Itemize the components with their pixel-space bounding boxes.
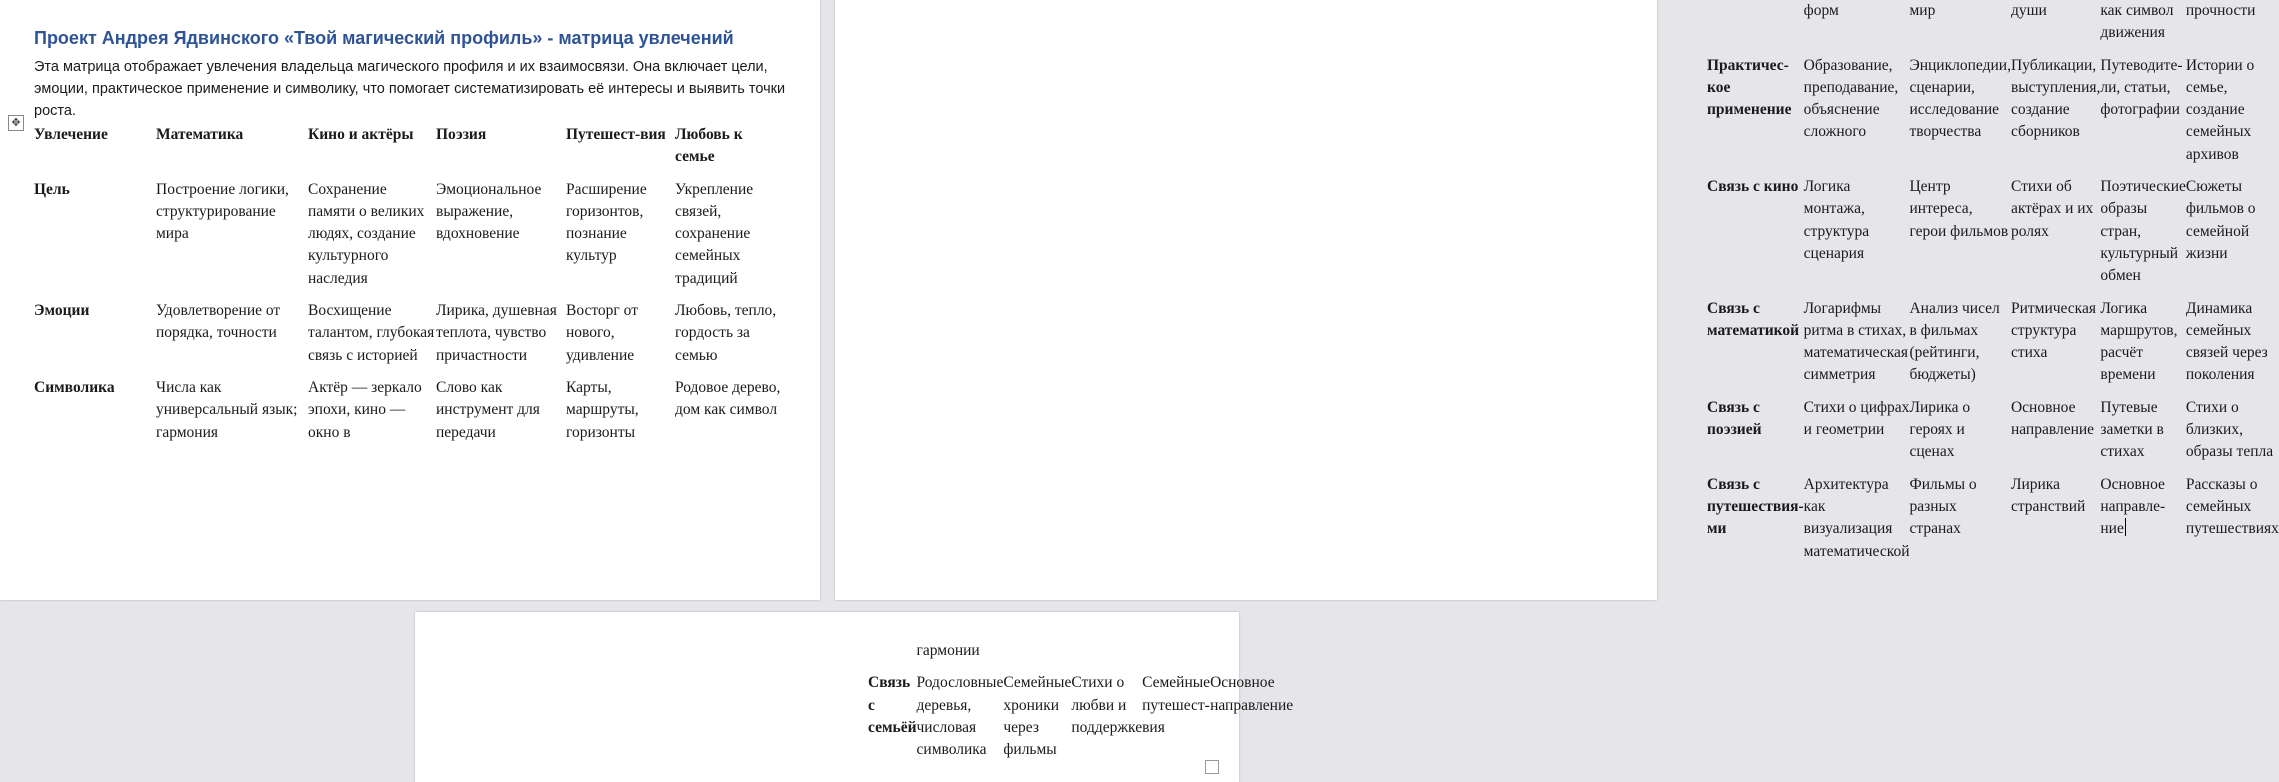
table-cell[interactable]: Основное направление (1210, 674, 1294, 714)
table-cell[interactable]: Логика маршрутов, расчёт времени (2100, 299, 2178, 384)
table-cell[interactable]: Родословные деревья, числовая символика (916, 674, 1004, 759)
table-cell[interactable] (1071, 640, 1142, 672)
table-move-handle[interactable] (8, 115, 24, 131)
table-cell[interactable]: Сохранение памяти о великих людях, создание культурного наследия (308, 180, 425, 287)
table-cell[interactable]: Укрепление связей, сохранение семейных традиций (675, 180, 754, 287)
table-cell[interactable]: Карты, маршруты, горизонты (566, 378, 639, 441)
table-cell[interactable]: Динамика семейных связей через поколения (2185, 299, 2268, 384)
row-label[interactable]: Символика (34, 378, 115, 396)
row-label[interactable]: Практичес-кое применение (1707, 56, 1792, 119)
table-row (868, 672, 1293, 771)
table-cell[interactable]: Лирика странствий (2010, 475, 2086, 515)
row-label[interactable]: Эмоции (34, 302, 90, 320)
hobby-matrix-table-part-2 (1707, 0, 2279, 573)
hobby-matrix-table-part-1 (34, 124, 784, 454)
table-row (34, 377, 784, 454)
table-cell[interactable]: Эмоциональное выражение, вдохновение (436, 180, 542, 243)
row-label[interactable]: Связь с кино (1707, 178, 1799, 196)
table-cell-with-cursor[interactable] (2100, 474, 2186, 573)
row-label[interactable]: Связь с математикой (1707, 299, 1800, 339)
row-label[interactable]: Цель (34, 180, 70, 198)
table-row-continuation (1707, 0, 2279, 55)
row-label[interactable] (1707, 0, 1804, 55)
table-cell[interactable]: Образование, преподавание, объяснение сложного (1803, 56, 1899, 141)
table-cell[interactable]: Архитектура как визуализация математической (1803, 475, 1910, 560)
header-cell[interactable]: Любовь к семье (675, 126, 743, 166)
table-row (1707, 298, 2279, 397)
table-cell[interactable]: Путеводите-ли, статьи, фотографии (2100, 56, 2183, 119)
document-page-1 (0, 0, 820, 600)
table-cell[interactable]: Восторг от нового, удивление (566, 302, 638, 364)
table-cell[interactable]: Стихи о цифрах и геометрии (1803, 398, 1910, 439)
table-cell[interactable]: Публикации, выступления, создание сборников (2010, 56, 2101, 141)
table-cell[interactable]: гармонии (916, 642, 980, 659)
table-cell[interactable] (1003, 640, 1071, 672)
document-page-2 (835, 0, 2279, 600)
move-arrows-icon: ✥ (11, 116, 21, 129)
row-label[interactable]: Увлечение (34, 126, 108, 143)
table-row-continuation (868, 640, 1293, 672)
hobby-matrix-table-part-3 (868, 640, 1293, 771)
header-cell[interactable]: Математика (156, 126, 244, 143)
header-cell[interactable]: Кино и актёры (308, 126, 414, 143)
table-cell[interactable]: Центр интереса, герои фильмов (1909, 178, 2009, 240)
table-cell[interactable]: души (2010, 2, 2047, 19)
table-row (1707, 55, 2279, 176)
table-cell[interactable]: форм (1803, 2, 1839, 19)
table-cell[interactable]: Истории о семье, создание семейных архивов (2185, 56, 2255, 163)
row-label[interactable]: Связь с поэзией (1707, 398, 1762, 439)
table-cell[interactable]: Энциклопедии, сценарии, исследование творчества (1909, 56, 2011, 141)
table-cell[interactable]: Любовь, тепло, гордость за семью (675, 302, 777, 364)
table-cell[interactable]: Основное направление (2010, 398, 2095, 439)
table-cell[interactable]: Стихи о любви и поддержке (1071, 674, 1143, 736)
table-cell[interactable]: Расширение горизонтов, познание культур (566, 180, 647, 265)
cell-text: Основное направле-ние (2100, 475, 2166, 538)
table-row (1707, 474, 2279, 573)
table-cell[interactable]: Семейные путешест-вия (1142, 674, 1211, 736)
table-cell[interactable]: Логика монтажа, структура сценария (1803, 178, 1870, 262)
table-cell[interactable]: как символ движения (2100, 2, 2174, 42)
row-label[interactable]: Связь с путешествия-ми (1707, 475, 1804, 538)
table-cell[interactable]: Родовое дерево, дом как символ (675, 378, 781, 419)
header-cell[interactable]: Поэзия (436, 126, 487, 143)
intro-paragraph[interactable]: Эта матрица отображает увлечения владельца магического профиля и их взаимосвязи. Она включает цели, эмоции, практическое применение и символику, что помогает систематизировать её интересы и выявить точки роста. (34, 59, 786, 119)
end-of-cell-icon (1205, 760, 1219, 774)
table-cell[interactable]: Путевые заметки в стихах (2100, 398, 2164, 461)
document-title: Проект Андрея Ядвинского «Твой магический профиль» - матрица увлечений (34, 28, 734, 48)
table-cell[interactable]: Восхищение талантом, глубокая связь с историей (308, 302, 435, 364)
table-cell[interactable]: Числа как универсальный язык; гармония (156, 378, 298, 441)
table-row (34, 179, 784, 300)
table-cell[interactable]: Стихи о близких, образы тепла (2185, 398, 2274, 461)
document-page-3 (415, 612, 1294, 782)
table-cell[interactable]: Анализ чисел в фильмах (рейтинги, бюджеты) (1909, 299, 2000, 384)
table-cell[interactable]: Удовлетворение от порядка, точности (156, 302, 281, 342)
table-row (34, 300, 784, 377)
table-cell[interactable]: Рассказы о семейных путешествиях (2185, 475, 2279, 538)
table-cell[interactable]: Сюжеты фильмов о семейной жизни (2185, 178, 2256, 262)
table-row (1707, 397, 2279, 474)
table-cell[interactable]: Актёр — зеркало эпохи, кино — окно в (308, 378, 422, 441)
text-cursor (2125, 518, 2126, 536)
header-cell[interactable]: Путешест-вия (566, 126, 666, 143)
table-cell[interactable]: Семейные хроники через фильмы (1003, 674, 1072, 759)
row-label[interactable] (868, 640, 917, 672)
table-cell[interactable] (1142, 640, 1210, 672)
table-cell[interactable]: Слово как инструмент для передачи (436, 378, 540, 441)
table-cell[interactable]: прочности (2185, 2, 2256, 19)
table-cell[interactable]: Лирика о героях и сценах (1909, 398, 1971, 461)
row-label[interactable]: Связь с семьёй (868, 674, 917, 736)
table-cell[interactable] (1210, 640, 1293, 672)
table-row-header (34, 124, 784, 179)
table-cell[interactable]: Фильмы о разных странах (1909, 475, 1977, 538)
table-cell[interactable]: Поэтические образы стран, культурный обмен (2100, 178, 2186, 285)
table-cell[interactable]: Стихи об актёрах и их ролях (2010, 178, 2094, 240)
table-cell[interactable]: Логарифмы ритма в стихах, математическая симметрия (1803, 299, 1909, 384)
table-cell[interactable]: мир (1909, 2, 1936, 19)
table-row (1707, 176, 2279, 297)
table-cell[interactable]: Ритмическая структура стиха (2010, 299, 2096, 362)
table-cell[interactable]: Лирика, душевная теплота, чувство причастности (436, 302, 557, 364)
table-cell[interactable]: Построение логики, структурирование мира (156, 180, 289, 243)
